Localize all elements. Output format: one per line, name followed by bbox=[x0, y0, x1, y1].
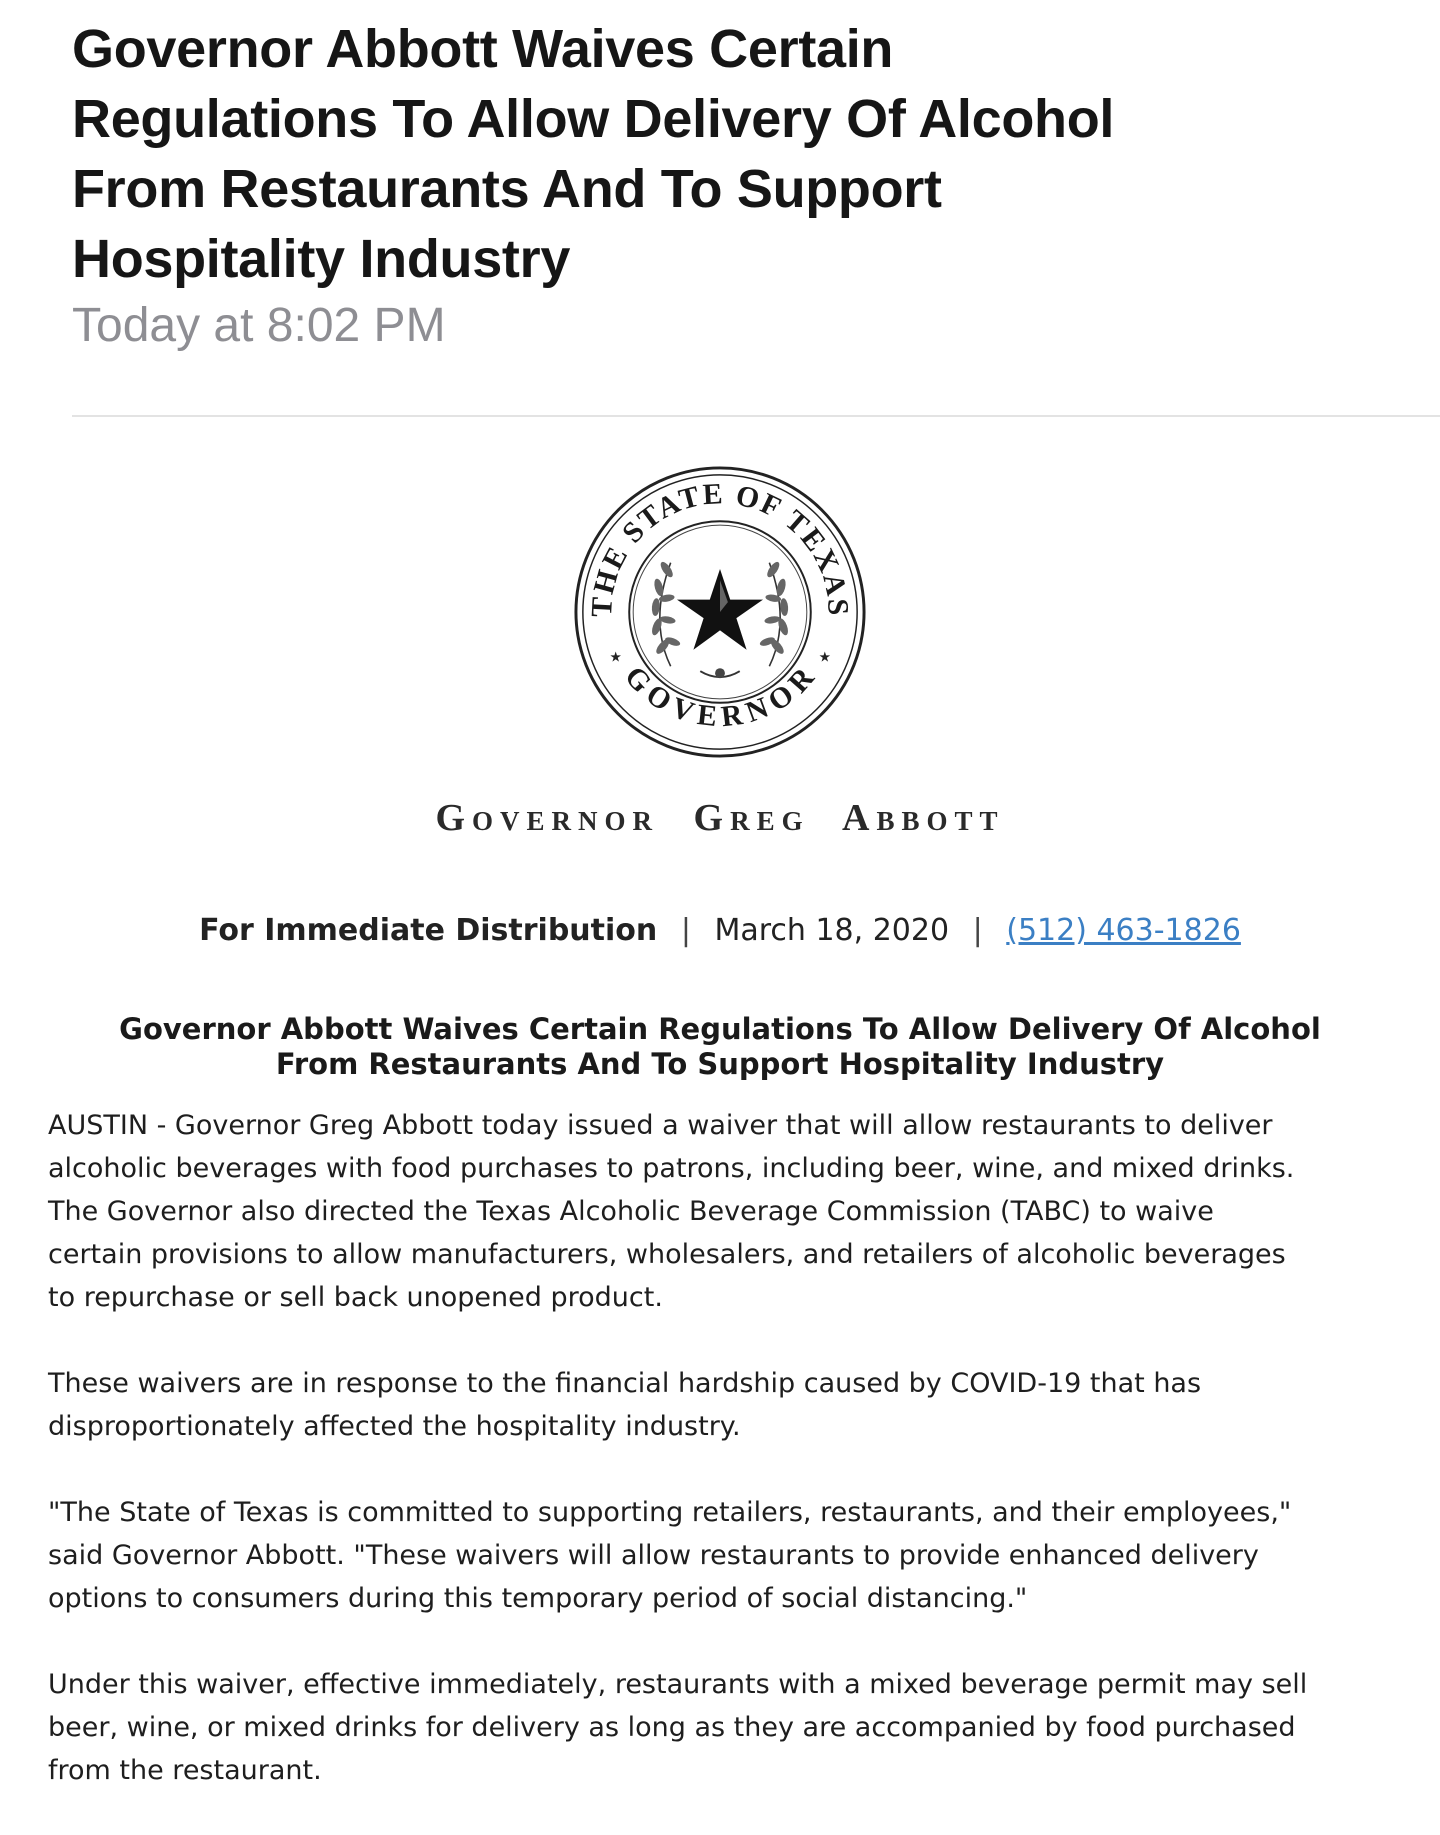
paragraph-line: alcoholic beverages with food purchases to patrons, including beer, wine, and mixed drinks. bbox=[48, 1153, 1295, 1184]
paragraph-line: options to consumers during this temporary period of social distancing." bbox=[48, 1583, 1028, 1614]
meta-separator: | bbox=[972, 913, 983, 948]
email-subject bbox=[72, 14, 1372, 294]
email-header bbox=[72, 14, 1372, 353]
header-divider bbox=[72, 415, 1440, 417]
paragraph-line: The Governor also directed the Texas Alcoholic Beverage Commission (TABC) to waive bbox=[48, 1196, 1214, 1227]
title-line: Governor Abbott Waives Certain Regulations To Allow Delivery Of Alcohol bbox=[119, 1012, 1321, 1046]
paragraph-line: from the restaurant. bbox=[48, 1755, 322, 1786]
paragraph bbox=[48, 1663, 1408, 1792]
subject-line: From Restaurants And To Support bbox=[72, 159, 942, 219]
phone-link[interactable]: (512) 463-1826 bbox=[1006, 913, 1241, 948]
paragraph bbox=[48, 1491, 1408, 1620]
press-release-body bbox=[48, 1104, 1408, 1835]
paragraph-line: AUSTIN - Governor Greg Abbott today issued a waiver that will allow restaurants to deliver bbox=[48, 1110, 1273, 1141]
paragraph-line: to repurchase or sell back unopened product. bbox=[48, 1282, 663, 1313]
texas-governor-seal-icon bbox=[572, 464, 868, 760]
svg-text:★: ★ bbox=[609, 648, 622, 665]
paragraph-line: certain provisions to allow manufacturers, wholesalers, and retailers of alcoholic beverages bbox=[48, 1239, 1286, 1270]
seal-top-text: THE STATE OF TEXAS bbox=[586, 478, 854, 618]
subject-line: Governor Abbott Waives Certain bbox=[72, 19, 894, 79]
paragraph-line: "The State of Texas is committed to supporting retailers, restaurants, and their employees," bbox=[48, 1497, 1292, 1528]
distribution-label: For Immediate Distribution bbox=[199, 913, 658, 948]
release-meta bbox=[0, 913, 1440, 948]
release-date: March 18, 2020 bbox=[714, 913, 950, 948]
paragraph-line: said Governor Abbott. "These waivers will allow restaurants to provide enhanced delivery bbox=[48, 1540, 1259, 1571]
letterhead-name: Governor Greg Abbott bbox=[435, 797, 1005, 839]
svg-text:★: ★ bbox=[818, 648, 832, 665]
paragraph-line: beer, wine, or mixed drinks for delivery as long as they are accompanied by food purchased bbox=[48, 1712, 1296, 1743]
email-timestamp: Today at 8:02 PM bbox=[72, 299, 446, 352]
paragraph-line: disproportionately affected the hospitality industry. bbox=[48, 1411, 741, 1442]
title-line: From Restaurants And To Support Hospitality Industry bbox=[275, 1047, 1165, 1081]
press-release-title bbox=[48, 1012, 1392, 1082]
paragraph-line: Under this waiver, effective immediately, restaurants with a mixed beverage permit may sell bbox=[48, 1669, 1308, 1700]
meta-separator: | bbox=[680, 913, 691, 948]
subject-line: Hospitality Industry bbox=[72, 229, 571, 289]
paragraph-line: These waivers are in response to the financial hardship caused by COVID-19 that has bbox=[48, 1368, 1202, 1399]
subject-line: Regulations To Allow Delivery Of Alcohol bbox=[72, 89, 1115, 149]
seal-bottom-text: GOVERNOR bbox=[618, 660, 822, 734]
paragraph bbox=[48, 1104, 1408, 1319]
paragraph bbox=[48, 1362, 1408, 1448]
